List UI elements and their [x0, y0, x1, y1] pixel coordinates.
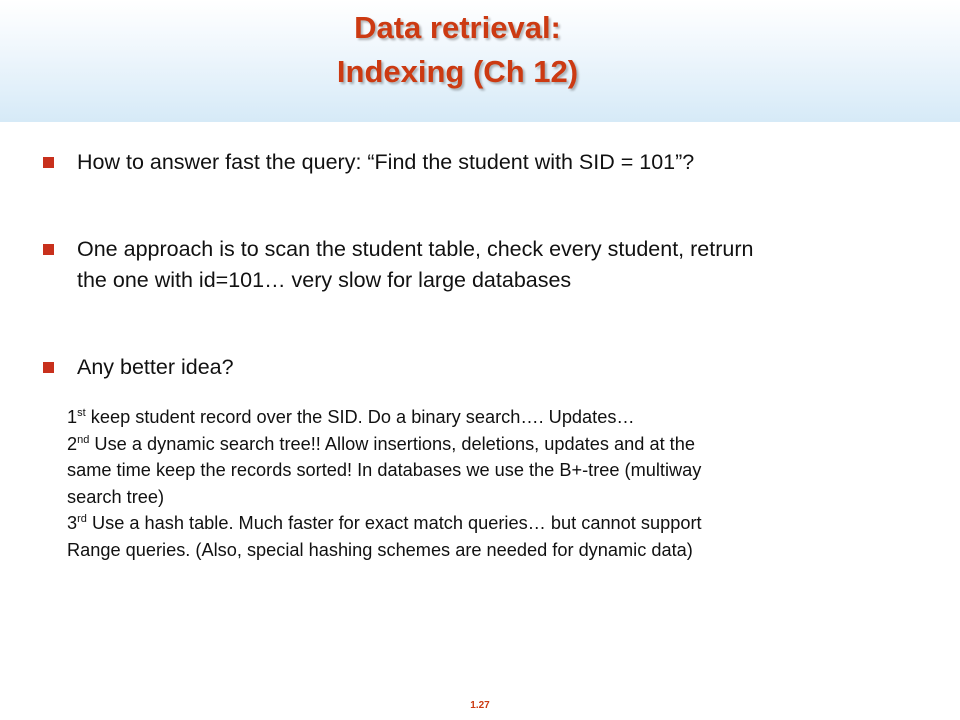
- bullet-text: One approach is to scan the student table, check every student, retrurn: [77, 237, 754, 261]
- note-line: Range queries. (Also, special hashing schemes are needed for dynamic data): [67, 539, 693, 560]
- square-bullet-icon: [43, 244, 54, 255]
- slide-title: [0, 6, 915, 94]
- note-text: Use a hash table. Much faster for exact match queries… but cannot support: [86, 513, 702, 533]
- title-line-1: Data retrieval:: [354, 10, 561, 45]
- note-text: Use a dynamic search tree!! Allow insertions, deletions, updates and at the: [89, 433, 695, 454]
- ordinal-suffix: st: [77, 407, 86, 419]
- ordinal-number: 3: [67, 513, 78, 533]
- bullet-text: Any better idea?: [77, 355, 234, 379]
- ordinal-number: 1: [67, 407, 78, 427]
- note-line: [67, 404, 917, 431]
- square-bullet-icon: [43, 157, 54, 168]
- ordinal-suffix: rd: [77, 513, 87, 525]
- title-line-2: Indexing (Ch 12): [336, 54, 579, 89]
- answer-notes: [67, 404, 917, 563]
- note-line: [67, 431, 917, 458]
- ordinal-suffix: nd: [77, 433, 90, 446]
- square-bullet-icon: [43, 362, 54, 373]
- note-line: [67, 510, 917, 537]
- note-text: keep student record over the SID. Do a binary search…. Updates…: [85, 407, 635, 427]
- ordinal-number: 2: [67, 433, 78, 454]
- bullet-text: the one with id=101… very slow for large databases: [77, 268, 572, 292]
- note-line: same time keep the records sorted! In databases we use the B+-tree (multiway: [67, 460, 702, 480]
- note-line: search tree): [67, 486, 165, 507]
- bullet-text: How to answer fast the query: “Find the student with SID = 101”?: [77, 150, 695, 174]
- page-number: 1.27: [470, 700, 490, 711]
